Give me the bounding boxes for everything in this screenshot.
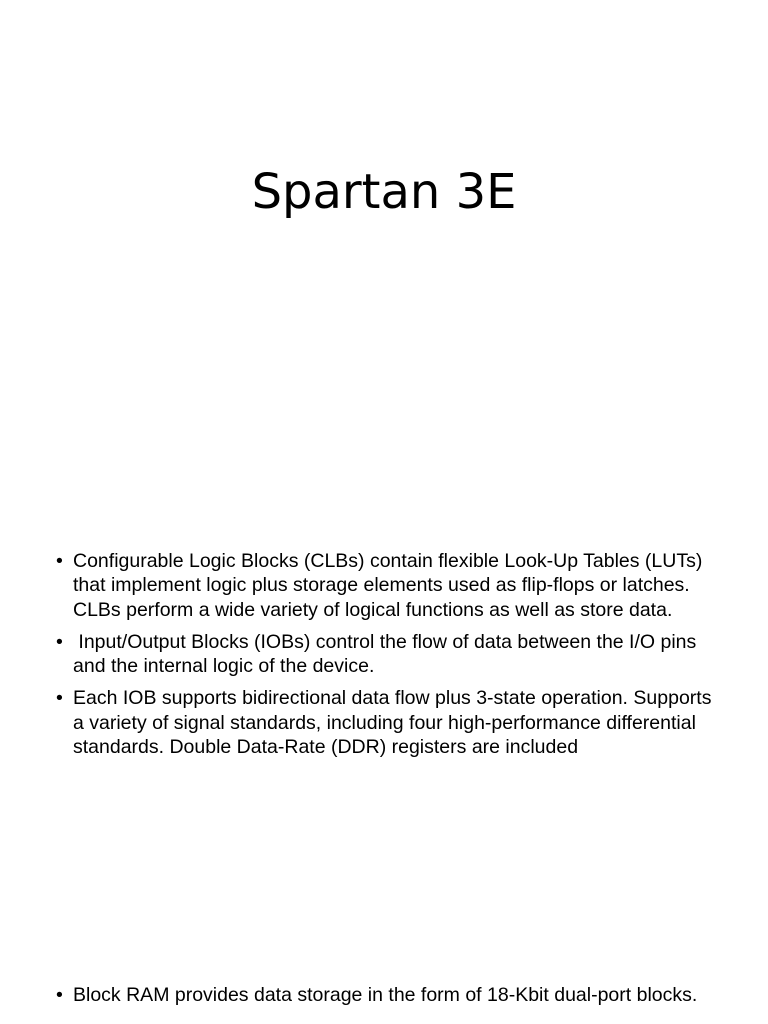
slide-title: Spartan 3E: [251, 164, 517, 220]
bullet-list: [56, 549, 716, 767]
bullet-text: Input/Output Blocks (IOBs) control the flow of data between the I/O pins and the internal logic of the device.: [73, 630, 702, 678]
bullet-item-iob-support: [56, 686, 716, 759]
bullet-item-iobs: [56, 630, 716, 679]
bullet-text: Configurable Logic Blocks (CLBs) contain flexible Look-Up Tables (LUTs) that implement logic plus storage elements used as flip-flops or latches. CLBs perform a wide variety of logical functions as well as store data.: [73, 550, 703, 621]
bullet-marker: •: [56, 687, 63, 710]
bullet-marker: •: [56, 550, 63, 572]
bullet-text: Block RAM provides data storage in the form of 18-Kbit dual-port blocks.: [73, 984, 698, 1006]
bullet-marker: •: [56, 984, 63, 1006]
bullet-item-clbs: [56, 549, 716, 622]
bullet-item-block-ram: [56, 983, 716, 1007]
bullet-text: Each IOB supports bidirectional data flow plus 3-state operation. Supports a variety of signal standards, including four high-performance differential standards. Double Data-Rate (DDR) registers are included: [73, 687, 712, 759]
bullet-list-block-ram: [56, 983, 716, 1015]
bullet-marker: •: [56, 630, 63, 653]
